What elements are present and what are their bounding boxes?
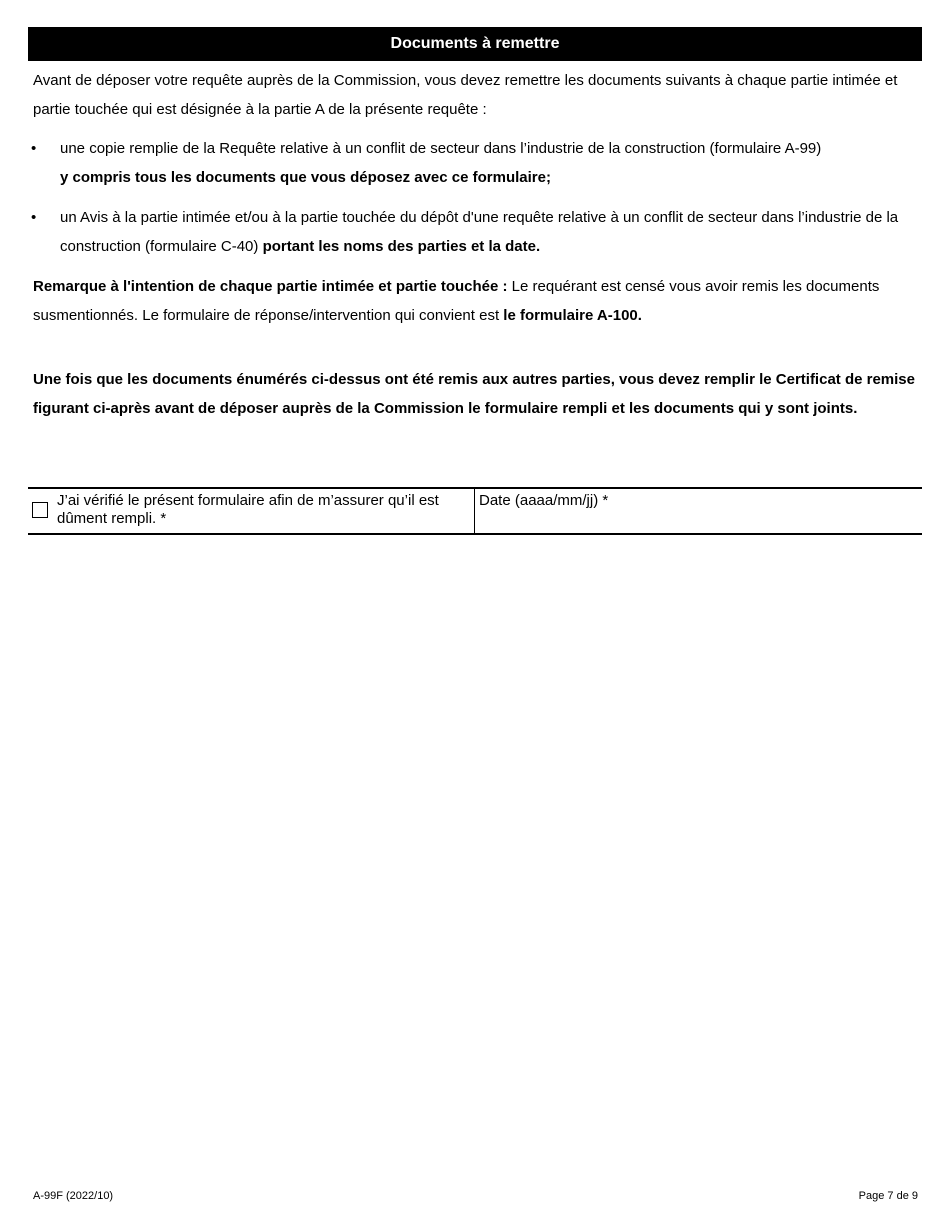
bullet-item-notice <box>33 203 918 261</box>
form-code: A-99F (2022/10) <box>33 1190 114 1202</box>
intro-paragraph: Avant de déposer votre requête auprès de la Commission, vous devez remettre les documents suivants à chaque partie intimée et partie touchée qui est désignée à la partie A de la présente requête : <box>33 72 898 118</box>
bullet-text: un Avis à la partie intimée et/ou à la partie touchée du dépôt d'une requête relative à un conflit de secteur dans l’industrie de la construction (formulaire C-40) <box>60 209 899 255</box>
remark-text: Le requérant est censé vous avoir remis les documents susmentionnés. Le formulaire de réponse/intervention qui convient est <box>33 278 880 324</box>
bullet-bold-text: y compris tous les documents que vous déposez avec ce formulaire; <box>60 169 551 186</box>
remark-form-reference: le formulaire A-100. <box>503 307 642 324</box>
bullet-item-form-copy <box>33 134 918 192</box>
remark-label: Remarque à l'intention de chaque partie intimée et partie touchée : <box>33 278 508 295</box>
bullet-bold-text: portant les noms des parties et la date. <box>262 238 541 255</box>
date-field-label: Date (aaaa/mm/jj) * <box>479 492 609 509</box>
bullet-text: une copie remplie de la Requête relative à un conflit de secteur dans l’industrie de la construction (formulaire A-99) <box>60 140 822 157</box>
verified-checkbox[interactable] <box>32 502 48 518</box>
remark-paragraph <box>33 272 918 330</box>
section-title: Documents à remettre <box>390 35 560 52</box>
page-number: Page 7 de 9 <box>858 1190 918 1202</box>
verification-cell <box>28 489 475 533</box>
date-field[interactable] <box>475 489 922 533</box>
section-header <box>28 27 922 61</box>
document-body <box>33 66 918 423</box>
verified-checkbox-label: J’ai vérifié le présent formulaire afin de m’assurer qu’il est dûment rempli. * <box>57 492 439 527</box>
verification-table <box>28 487 922 535</box>
instructions-paragraph: Une fois que les documents énumérés ci-dessus ont été remis aux autres parties, vous devez remplir le Certificat de remise figurant ci-après avant de déposer auprès de la Commission le formulaire rempli et les documents qui y sont joints. <box>33 371 915 417</box>
